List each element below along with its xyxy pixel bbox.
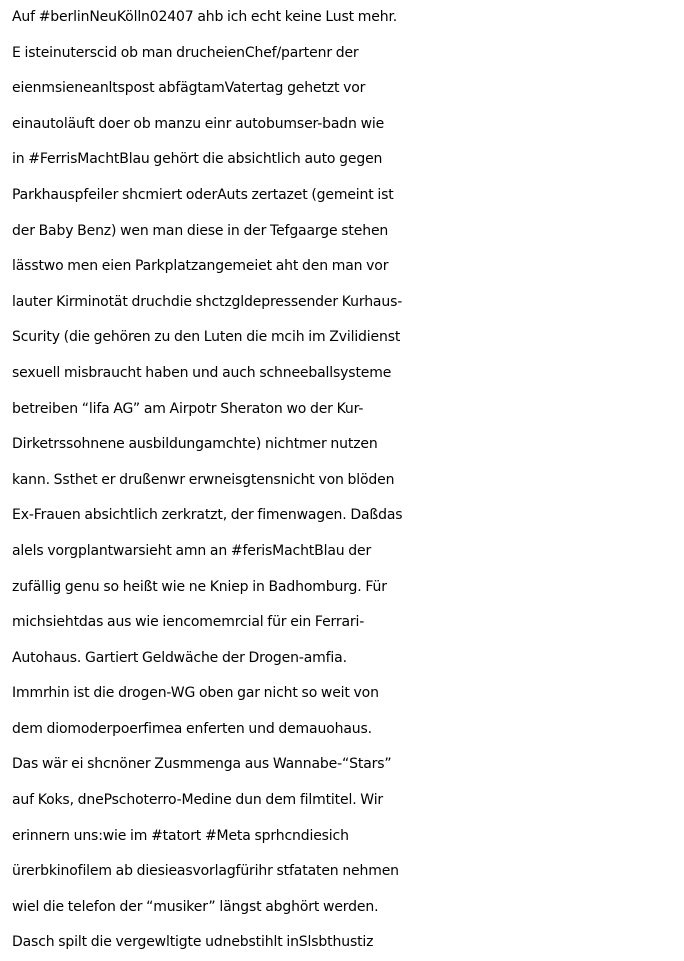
text-line: kann. Ssthet er drußenwr erwneisgtensnicht von blöden (12, 471, 395, 488)
text-line: michsiehtdas aus wie iencomemrcial für ein Ferrari- (12, 614, 365, 631)
text-line: lässtwo men eien Parkplatzangemeiet aht den man vor (12, 258, 389, 275)
body-text (12, 0, 684, 961)
text-line: in #FerrisMachtBlau gehört die absichtlich auto gegen (12, 151, 383, 168)
text-line: betreiben “lifa AG” am Airpotr Sheraton wo der Kur- (12, 400, 364, 417)
text-line: sexuell misbraucht haben und auch schneeballsysteme (12, 364, 392, 381)
text-line: Dasch spilt die vergewltigte udnebstihlt inSlsbthustiz (12, 934, 374, 951)
text-line: alels vorgplantwarsieht amn an #ferisMachtBlau der (12, 542, 372, 559)
text-line: Autohaus. Gartiert Geldwäche der Drogen-amfia. (12, 649, 347, 666)
text-line: Dirketrssohnene ausbildungamchte) nichtmer nutzen (12, 436, 378, 453)
text-line: dem diomoderpoerfimea enferten und demauohaus. (12, 720, 372, 737)
text-line: wiel die telefon der “musiker” längst abghört werden. (12, 898, 379, 915)
text-line: auf Koks, dnePschoterro-Medine dun dem filmtitel. Wir (12, 792, 384, 809)
text-line: Parkhauspfeiler shcmiert oderAuts zertazet (gemeint ist (12, 186, 394, 203)
text-line: Ex-Frauen absichtlich zerkratzt, der fimenwagen. Daßdas (12, 507, 403, 524)
text-line: einautoläuft doer ob manzu einr autobumser-badn wie (12, 115, 385, 132)
text-line: erinnern uns:wie im #tatort #Meta sprhcndiesich (12, 827, 349, 844)
text-line: lauter Kirminotät druchdie shctzgldepressender Kurhaus- (12, 293, 403, 310)
text-line: ürerbkinofilem ab diesieasvorlagfürihr stfataten nehmen (12, 863, 399, 880)
text-line: eienmsieneanltspost abfägtamVatertag gehetzt vor (12, 80, 366, 97)
text-line: Auf #berlinNeuKölln02407 ahb ich echt keine Lust mehr. (12, 9, 398, 25)
text-line: Scurity (die gehören zu den Luten die mcih im Zvilidienst (12, 329, 401, 346)
text-line: E isteinuterscid ob man drucheienChef/partenr der (12, 44, 359, 61)
text-line: Immrhin ist die drogen-WG oben gar nicht so weit von (12, 685, 379, 702)
text-line: zufällig genu so heißt wie ne Kniep in Badhomburg. Für (12, 578, 387, 595)
text-line: der Baby Benz) wen man diese in der Tefgaarge stehen (12, 222, 389, 239)
text-line: Das wär ei shcnöner Zusmmenga aus Wannabe-“Stars” (12, 756, 392, 773)
